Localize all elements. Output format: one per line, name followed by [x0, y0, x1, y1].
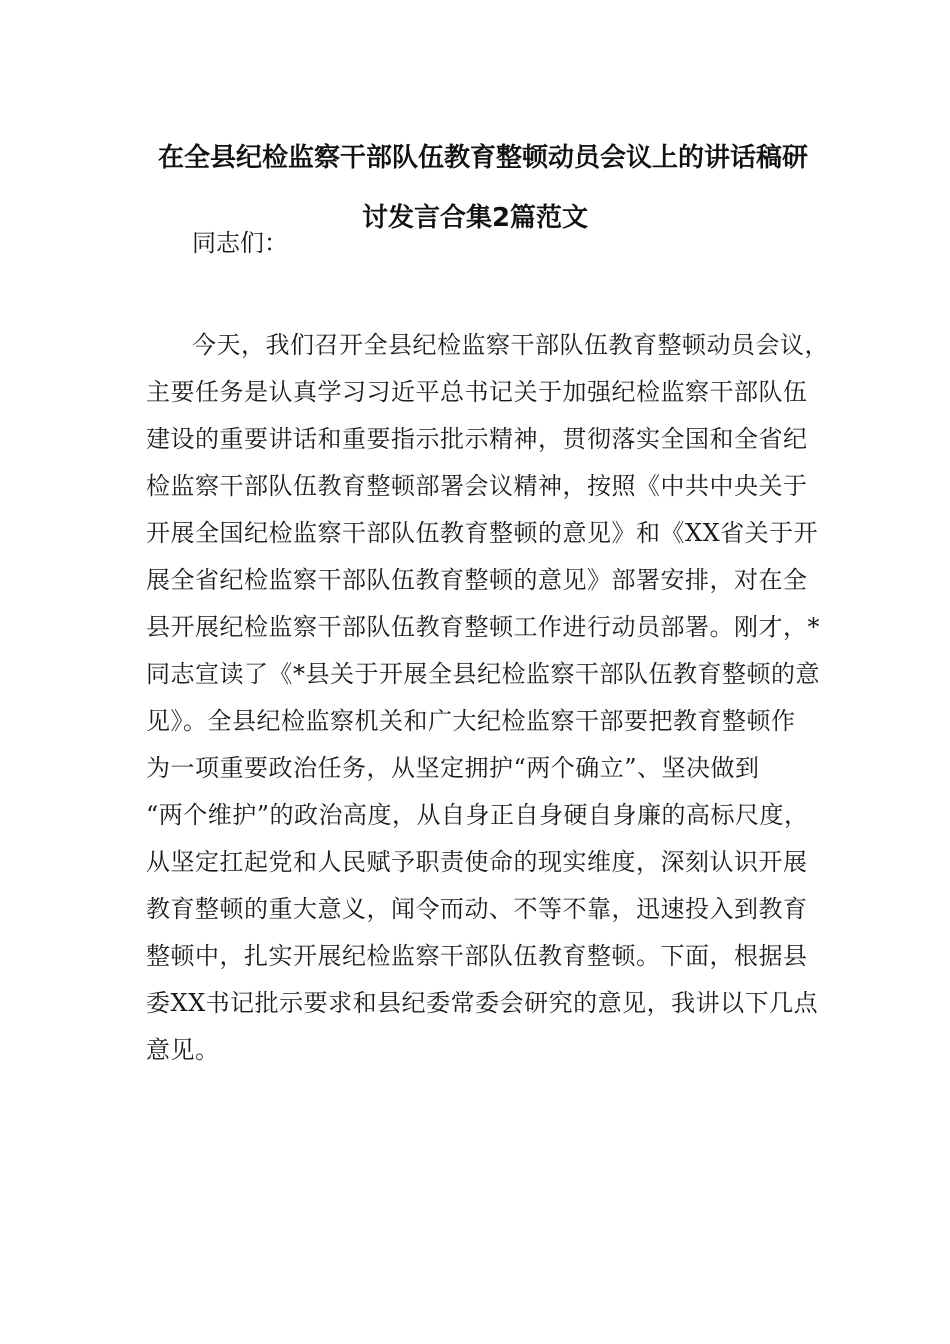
paragraph-line: 建设的重要讲话和重要指示批示精神，贯彻落实全国和全省纪: [146, 425, 808, 453]
paragraph-line: 同志宣读了《*县关于开展全县纪检监察干部队伍教育整顿的意: [146, 660, 820, 688]
paragraph-line: 见》。全县纪检监察机关和广大纪检监察干部要把教育整顿作: [146, 707, 796, 735]
paragraph-line: 检监察干部队伍教育整顿部署会议精神，按照《中共中央关于: [146, 472, 808, 500]
paragraph-line: 县开展纪检监察干部队伍教育整顿工作进行动员部署。刚才，*: [146, 613, 820, 641]
paragraph-line: 展全省纪检监察干部队伍教育整顿的意见》部署安排，对在全: [146, 566, 808, 594]
title-line-2: 讨发言合集2篇范文: [361, 203, 589, 233]
paragraph-line: 委XX书记批示要求和县纪委常委会研究的意见，我讲以下几点: [146, 989, 819, 1017]
body-paragraph: [146, 322, 829, 1074]
paragraph-line: 整顿中，扎实开展纪检监察干部队伍教育整顿。下面，根据县: [146, 942, 808, 970]
paragraph-line: 意见。: [146, 1036, 220, 1064]
title-line-1: 在全县纪检监察干部队伍教育整顿动员会议上的讲话稿研: [158, 143, 809, 173]
paragraph-line: 主要任务是认真学习习近平总书记关于加强纪检监察干部队伍: [146, 378, 808, 406]
paragraph-line: 教育整顿的重大意义，闻令而动、不等不靠，迅速投入到教育: [146, 895, 808, 923]
paragraph-line: 今天，我们召开全县纪检监察干部队伍教育整顿动员会议，: [192, 331, 829, 359]
paragraph-line: 为一项重要政治任务，从坚定拥护“两个确立”、坚决做到: [146, 754, 760, 782]
paragraph-line: 开展全国纪检监察干部队伍教育整顿的意见》和《XX省关于开: [146, 519, 819, 547]
paragraph-line: 从坚定扛起党和人民赋予职责使命的现实维度，深刻认识开展: [146, 848, 808, 876]
paragraph-line: “两个维护”的政治高度，从自身正自身硬自身廉的高标尺度，: [146, 801, 809, 829]
salutation: 同志们：: [192, 229, 288, 257]
